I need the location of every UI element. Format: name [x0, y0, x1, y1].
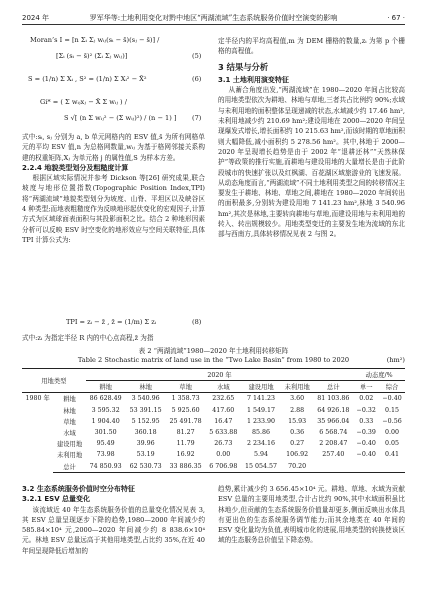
- cell: 6 568.74: [319, 429, 348, 437]
- cell: 85.86: [252, 429, 271, 437]
- right-column: [218, 36, 405, 240]
- paragraph: 式中:zᵢ 为指定半径 R 内的中心点高程,z̄ 为指: [22, 334, 154, 342]
- equation-number: (5): [192, 52, 202, 60]
- cell: 1 358.73: [171, 395, 200, 403]
- gi-star-formula: Gi* = ( Σ wᵢⱼxⱼ − X̄ Σ wᵢⱼ ) /: [40, 98, 127, 106]
- cell: 2 208.47: [319, 440, 348, 448]
- column-header: 草地: [166, 381, 206, 393]
- cell: 70.20: [281, 461, 313, 473]
- bottom-left-column: [22, 484, 205, 556]
- cell: 0.02: [359, 395, 374, 403]
- variance-formula: S = (1/n) Σ Xᵢ , S² = (1/n) Σ Xᵢ² − X̄²: [28, 75, 147, 83]
- table-row: [22, 405, 405, 416]
- column-header: 总计: [313, 381, 353, 393]
- row-label: 草地: [63, 418, 76, 426]
- row-label: 建设用地: [56, 441, 83, 449]
- cell: 86 628.49: [89, 395, 122, 403]
- cell: 7 141.23: [247, 395, 276, 403]
- table-row: [22, 427, 405, 438]
- section-heading: 3.2.1 ESV 总量变化: [22, 495, 91, 504]
- table-row-total: [22, 461, 405, 473]
- cell: 232.65: [212, 395, 235, 403]
- table-head-change: 动态度/%: [353, 369, 405, 381]
- cell: 2 234.16: [247, 440, 276, 448]
- cell: 0.36: [290, 429, 305, 437]
- cell: 11.79: [176, 440, 195, 448]
- row-label: 耕地: [63, 396, 76, 404]
- journal-year: 2024 年: [22, 14, 50, 22]
- cell: 0.27: [290, 440, 305, 448]
- cell: 1 549.17: [247, 406, 276, 414]
- cell: −0.56: [382, 417, 402, 425]
- cell: 257.40: [322, 451, 345, 459]
- cell: 2.88: [290, 406, 305, 414]
- section-heading: 3 结果与分析: [218, 61, 269, 72]
- cell: 95.49: [96, 440, 115, 448]
- cell: −0.32: [356, 406, 376, 414]
- section-heading: 3.1 土地利用演变特征: [218, 75, 289, 84]
- table-caption-cn: 表 2 “两湖流域”1980—2020 年土地利用转移矩阵: [138, 347, 289, 355]
- table-unit: (hm²): [386, 356, 405, 364]
- cell: 360.18: [134, 429, 157, 437]
- cell: −0.40: [356, 440, 376, 448]
- cell: 33 886.35: [166, 461, 206, 473]
- equation-number: (6): [192, 75, 202, 83]
- cell: 5 633.88: [209, 429, 238, 437]
- cell: 3.60: [290, 395, 305, 403]
- paragraph: 根据区域实际情况并参考 Dickson 等[26] 研究成果,联合坡度与地形位置指数(Topographic Position Index,TPI)将“两湖流域”地貌类型划分为坡度、山脊、平坦区以及峡谷区 4 种类型;而地表粗糙度作为反映地形起伏变化的宏观因子,计算方式为区域球面表面积与其投影面积之比。结合 2 种地形因素分析可以反映 ESV 时空变化的地形效应与空间关联特征,具体 TPI 计算公式为:: [22, 174, 205, 244]
- row-label: 林地: [63, 407, 76, 415]
- cell: 15 054.57: [241, 461, 281, 473]
- paragraph: 趋势,累计减少约 3 656.45×10⁴ 元。耕地、草地、水域为贡献 ESV 总量的主要用地类型,合计占比约 90%,其中水域面积虽比林地少,但贡献的生态系统服务价值量却更多,侧面反映出水体具有更出色的生态系统服务调节能力;而其余地类在 40 年间的 ESV 变化量均为负值,表明城市化的进展,用地类型的转换使该区域的生态服务总价值呈下降态势。: [218, 485, 405, 545]
- bottom-right-column: [218, 484, 405, 546]
- cell: 26.73: [214, 440, 233, 448]
- cell: 5 925.60: [171, 406, 200, 414]
- cell: 6 706.98: [206, 461, 242, 473]
- row-group-1980: 1980 年: [25, 395, 50, 403]
- cell: [379, 461, 405, 473]
- paragraph: 该流域近 40 年生态系统服务价值的总量变化情况见表 3,其 ESV 总量呈现逐步下降的趋势,1980—2000 年间减少约 585.84×10⁴ 元,2000—2020 年间减少约 8 838.6×10⁴ 元。林地 ESV 总量远高于其他用地类型,占比约 35%,在近 40 年间呈现降低后增加的: [22, 505, 205, 555]
- column-header: 耕地: [86, 381, 126, 393]
- cell: 5.94: [254, 451, 269, 459]
- cell: 5 152.95: [131, 417, 160, 425]
- cell: 16.47: [214, 417, 233, 425]
- section-heading: 2.2.4 地貌类型划分及粗糙度计算: [22, 163, 129, 172]
- cell: 64 926.18: [317, 406, 350, 414]
- paragraph: 从蓄合角度出发,“两湖流域”在 1980—2020 年间占比较高的用地类型依次为耕地、林地与草地,三者共占比例约 90%;水域与未利用地的面积整体呈现递减的状态,水域减少约 17.46 hm²,未利用地减少约 210.69 hm²;建设用地在 2000—2020 年间呈现爆发式增长,增长面积约 10 215.63 hm²,而该时期的草地面积则大幅降低,减小面积约 5 278.56 hm²。其中,林地于 2000—2020 年呈现增长趋势是由于 2002 年“退耕还林”“天然林保护”等政策的推行实施,而耕地与建设用地的大量增长是由于此阶段城市的快速扩张以及红枫湖、百花湖区域旅游业的飞速发展。从动态角度而言,“两湖流域”不同土地利用类型之间的转移情况主要发生于耕地、林地、草地之间,耕地在 1980—2020 年间转出的面积最多,分别转为建设用地 7 141.23 hm²,林地 3 540.96 hm²,其次是林地,主要转向耕地与草地,而建设用地与未利用地的转入、转出规模较少。用地类型变迁的主要发生地为流域的东北部与西南方,具体转移情况见表 2 与图 2。: [218, 86, 405, 239]
- table-caption-en: Table 2 Stochastic matrix of land use in the “Two Lake Basin” from 1980 to 2020: [77, 356, 350, 364]
- cell: 35 966.04: [317, 417, 350, 425]
- cell: 1 904.40: [91, 417, 120, 425]
- cell: 74 850.93: [86, 461, 126, 473]
- paragraph: 式中:sᵢ, sⱼ 分别为 a, b 单元网格内的 ESV 值,s̄ 为所有网格单元的平均 ESV 值,n 为总格网数量,wᵢⱼ 为基于格网邻接关系构建的权重矩阵,Xⱼ 为单元格 j 的属性值,S 为样本方差。: [22, 133, 205, 162]
- row-label: 未利用地: [56, 452, 83, 460]
- row-label: 水域: [63, 430, 76, 438]
- table-caption: [22, 347, 405, 365]
- cell: 62 530.73: [126, 461, 166, 473]
- column-header: 综合: [379, 381, 405, 393]
- row-label: 总计: [53, 461, 85, 473]
- cell: [313, 461, 353, 473]
- column-header: 建设用地: [241, 381, 281, 393]
- cell: 53.19: [136, 451, 155, 459]
- table-row: [22, 393, 405, 405]
- left-column: [22, 132, 205, 245]
- cell: 39.96: [136, 440, 155, 448]
- cell: 0.33: [359, 417, 374, 425]
- cell: 0.05: [385, 440, 400, 448]
- page-number: · 67 ·: [387, 14, 405, 22]
- column-header: 单一: [353, 381, 379, 393]
- cell: 0.00: [216, 451, 231, 459]
- cell: 3 595.32: [91, 406, 120, 414]
- table-row: [22, 438, 405, 449]
- land-use-transfer-matrix: [22, 368, 405, 473]
- running-title: 罗军华等:土地利用变化对黔中地区“两湖流域”生态系统服务价值时空演变的影响: [89, 14, 338, 22]
- cell: 81 103.86: [317, 395, 350, 403]
- cell: 301.50: [94, 429, 117, 437]
- tpi-formula: TPI = zᵢ − z̄ , z̄ = (1/m) Σ zᵢ: [66, 318, 157, 326]
- cell: 73.98: [96, 451, 115, 459]
- gi-star-formula-denominator: S √[ (n Σ wᵢⱼ² − (Σ wᵢⱼ)²) / (n − 1) ]: [64, 114, 177, 122]
- equation-number: (8): [192, 318, 202, 326]
- paragraph: 定半径内的平均高程值,m 为 DEM 栅格的数量,zᵢ 为第 p 个栅格的高程值。: [218, 37, 405, 56]
- cell: [353, 461, 379, 473]
- cell: 0.41: [385, 451, 400, 459]
- cell: −0.39: [356, 429, 376, 437]
- cell: −0.40: [356, 451, 376, 459]
- cell: 16.92: [176, 451, 195, 459]
- section-heading: 3.2 生态系统服务价值时空分布特征: [22, 485, 135, 493]
- table-row: [22, 449, 405, 460]
- cell: 3 540.96: [131, 395, 160, 403]
- left-column-tail: [22, 333, 205, 343]
- cell: 417.60: [212, 406, 235, 414]
- column-header: 未利用地: [281, 381, 313, 393]
- table-row: [22, 416, 405, 427]
- cell: −0.40: [382, 395, 402, 403]
- table-head-type: 用地类型: [22, 369, 86, 393]
- cell: 25 491.78: [169, 417, 202, 425]
- cell: 15.93: [288, 417, 307, 425]
- cell: 1 233.90: [247, 417, 276, 425]
- table-head-2020: 2020 年: [86, 369, 354, 381]
- moran-formula: Moran’s I = [n Σᵢ Σⱼ wᵢⱼ(sᵢ − s̄)(sⱼ − s̄)] /: [30, 36, 160, 44]
- cell: 0.00: [385, 429, 400, 437]
- moran-formula-denominator: [Σᵢ (sᵢ − s̄)² (Σᵢ Σⱼ wᵢⱼ)]: [56, 52, 128, 60]
- cell: 106.92: [286, 451, 309, 459]
- running-header: [22, 12, 405, 25]
- cell: 81.27: [176, 429, 195, 437]
- column-header: 林地: [126, 381, 166, 393]
- cell: 0.15: [385, 406, 400, 414]
- column-header: 水域: [206, 381, 242, 393]
- equation-number: (7): [192, 114, 202, 122]
- cell: 53 391.15: [129, 406, 162, 414]
